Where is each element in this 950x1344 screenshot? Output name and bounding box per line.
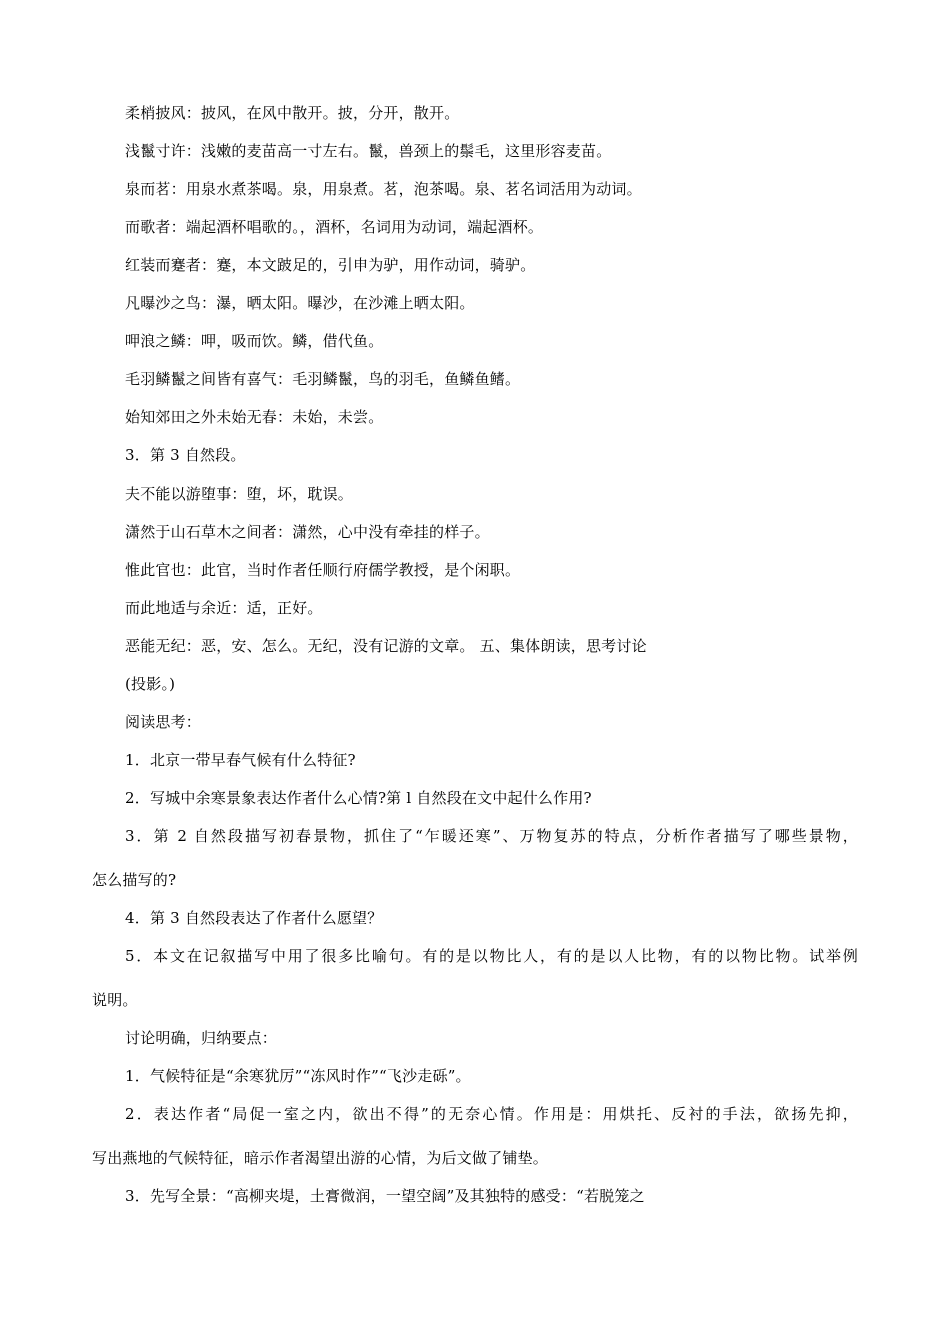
question-item: 2．写城中余寒景象表达作者什么心情?第 l 自然段在文中起什么作用? [125,789,592,807]
text-line: 讨论明确，归纳要点： [125,1029,278,1047]
text-line: 毛羽鳞鬣之间皆有喜气：毛羽鳞鬣，鸟的羽毛，鱼鳞鱼鳍。 [125,370,521,388]
answer-item: 3．先写全景：“高柳夹堤，土膏微润，一望空阔”及其独特的感受：“若脱笼之 [125,1187,645,1205]
text-line: 凡曝沙之鸟：瀑，晒太阳。曝沙，在沙滩上晒太阳。 [125,294,475,312]
text-line: 浅鬣寸许：浅嫩的麦苗高一寸左右。鬣，兽颈上的鬃毛，这里形容麦苗。 [125,142,612,160]
answer-item-continued: 写出燕地的气候特征，暗示作者渴望出游的心情，为后文做了铺垫。 [92,1149,549,1167]
text-line: 始知郊田之外未始无春：未始，未尝。 [125,408,384,426]
question-item: 5．本文在记叙描写中用了很多比喻句。有的是以物比人，有的是以人比物，有的以物比物。试举例 [125,947,858,965]
question-item: 4．第 3 自然段表达了作者什么愿望？ [125,909,383,927]
text-line: (投影。) [125,675,176,693]
section-heading: 3．第 3 自然段。 [125,446,246,464]
answer-item: 1．气候特征是“余寒犹厉”“冻风时作”“飞沙走砾”。 [125,1067,471,1085]
text-line: 泉而茗：用泉水煮茶喝。泉，用泉煮。茗，泡茶喝。泉、茗名词活用为动词。 [125,180,642,198]
text-line: 潇然于山石草木之间者：潇然，心中没有牵挂的样子。 [125,523,490,541]
question-item-continued: 说明。 [92,991,138,1009]
text-line: 阅读思考： [125,713,202,731]
question-item-continued: 怎么描写的? [92,871,177,889]
text-line: 惟此官也：此官，当时作者任顺行府儒学教授，是个闲职。 [125,561,521,579]
text-line: 红装而蹇者：蹇，本文跛足的，引申为驴，用作动词，骑驴。 [125,256,536,274]
text-line: 而此地适与余近：适，正好。 [125,599,323,617]
text-line: 呷浪之鳞：呷，吸而饮。鳞，借代鱼。 [125,332,384,350]
question-item: 3．第 2 自然段描写初春景物，抓住了“乍暖还寒”、万物复苏的特点，分析作者描写了哪些景物， [125,827,858,845]
text-line: 恶能无纪：恶，安、怎么。无纪，没有记游的文章。 五、集体朗读，思考讨论 [125,637,647,655]
text-line: 而歌者：端起酒杯唱歌的。，酒杯，名词用为动词，端起酒杯。 [125,218,544,236]
text-line: 柔梢披风：披风，在风中散开。披，分开，散开。 [125,104,460,122]
question-item: 1．北京一带早春气候有什么特征? [125,751,356,769]
text-line: 夫不能以游堕事：堕，坏，耽误。 [125,485,354,503]
answer-item: 2．表达作者“局促一室之内，欲出不得”的无奈心情。作用是：用烘托、反衬的手法，欲扬先抑， [125,1105,858,1123]
